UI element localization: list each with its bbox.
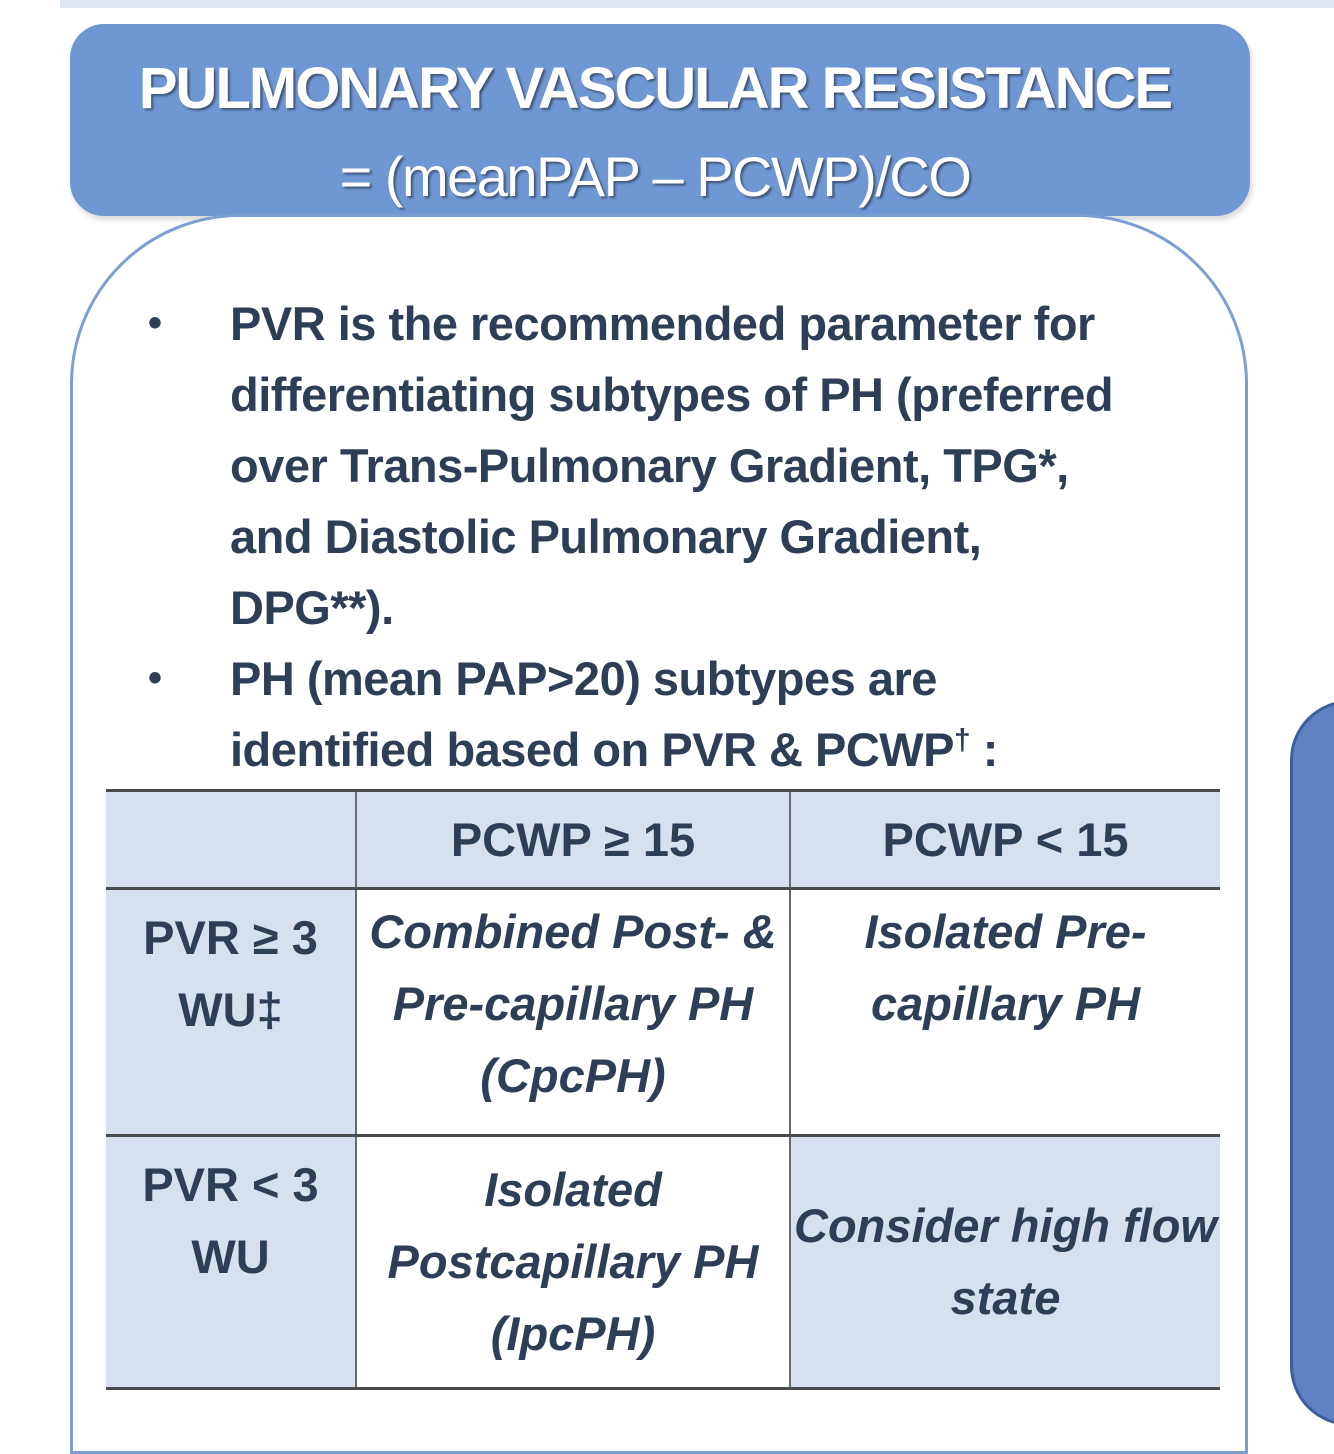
table-header-cell: [106, 791, 356, 889]
table-cell: Isolated Postcapillary PH (IpcPH): [356, 1136, 790, 1389]
table-row: [106, 889, 1220, 1136]
row-label: PVR < 3 WU: [106, 1136, 356, 1389]
side-decoration: [1290, 700, 1334, 1426]
row-label: PVR ≥ 3 WU‡: [106, 889, 356, 1136]
bullet-list: [140, 288, 1140, 785]
table-cell: Combined Post- & Pre-capillary PH (CpcPH): [356, 889, 790, 1136]
pvr-formula: = (meanPAP – PCWP)/CO: [339, 145, 971, 208]
table-cell: Consider high flow state: [790, 1136, 1220, 1389]
ph-subtype-table: [106, 789, 1220, 1390]
table-header-cell: PCWP ≥ 15: [356, 791, 790, 889]
bullet-icon: •: [148, 656, 162, 700]
bullet-item: [140, 288, 1140, 643]
bullet-text: PVR is the recommended parameter for differentiating subtypes of PH (preferred over Trans-Pulmonary Gradient, TPG*, and Diastolic Pulmonary Gradient, DPG**).: [230, 297, 1114, 634]
table-header-row: [106, 791, 1220, 889]
table-cell: Isolated Pre-capillary PH: [790, 889, 1220, 1136]
table-header-cell: PCWP < 15: [790, 791, 1220, 889]
bullet-icon: •: [148, 301, 162, 345]
dagger-footnote-mark: †: [954, 723, 971, 757]
bullet-suffix: :: [970, 723, 998, 776]
bullet-item: [140, 643, 1140, 785]
top-strip: [60, 0, 1334, 8]
table-row: [106, 1136, 1220, 1389]
page-title: PULMONARY VASCULAR RESISTANCE: [138, 56, 1172, 121]
bullet-text: PH (mean PAP>20) subtypes are identified based on PVR & PCWP: [230, 652, 955, 776]
